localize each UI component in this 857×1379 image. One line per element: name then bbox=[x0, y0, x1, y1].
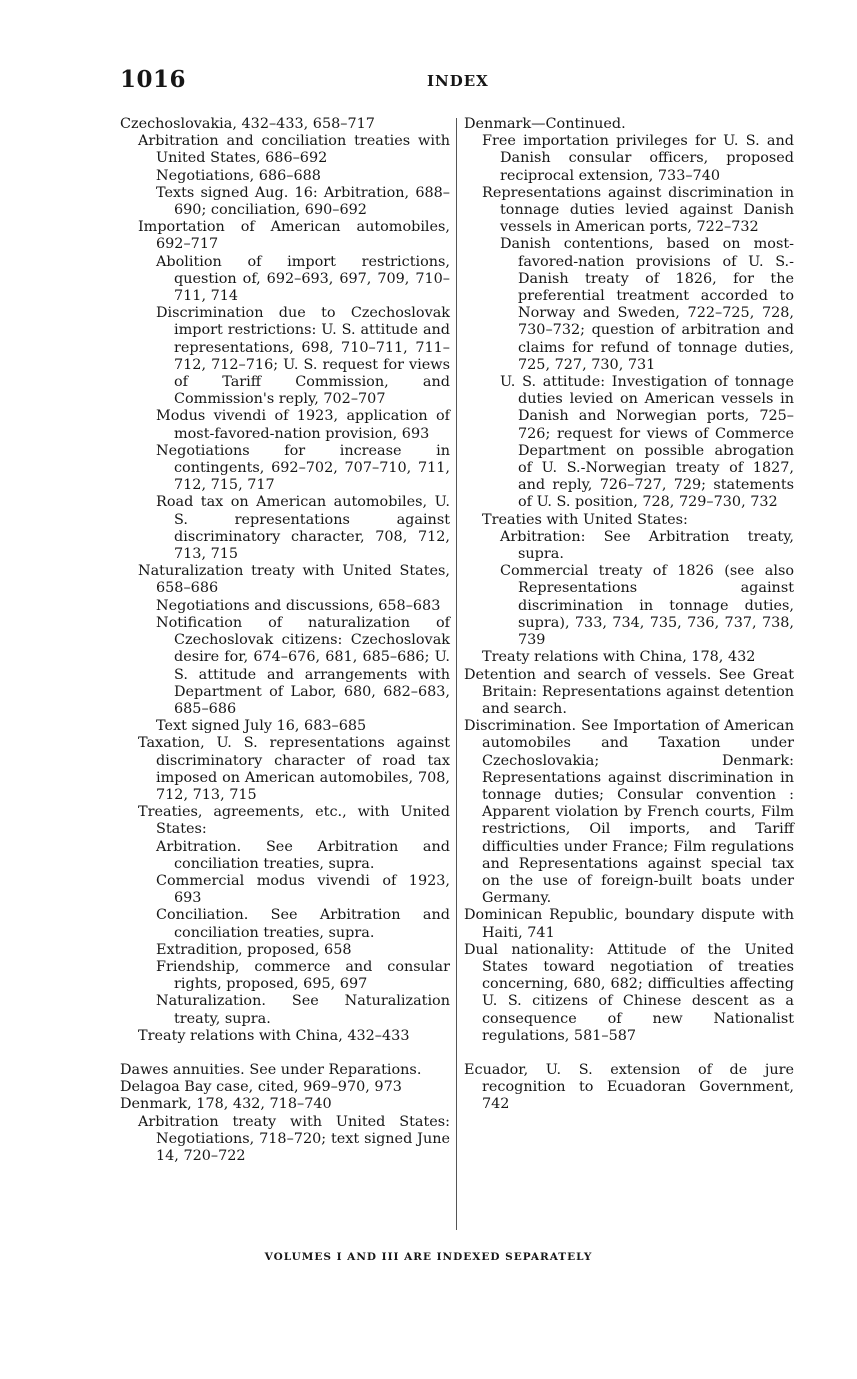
index-entry: Dual nationality: Attitude of the United States toward negotiation of treaties concerning, 680, 682; difficulties affecting U. S. citizens of Chinese descent as a consequence of new Nationalist regulations, 581–587 bbox=[464, 941, 794, 1044]
index-entry: Abolition of import restrictions, question of, 692–693, 697, 709, 710–711, 714 bbox=[156, 253, 450, 305]
index-entry: Naturalization treaty with United States, 658–686 bbox=[138, 563, 450, 597]
footer-note: VOLUMES I AND III ARE INDEXED SEPARATELY bbox=[264, 1251, 593, 1263]
index-entry: Czechoslovakia, 432–433, 658–717 bbox=[120, 116, 375, 132]
index-entry: Free importation privileges for U. S. and Danish consular officers, proposed reciprocal extension, 733–740 bbox=[482, 133, 794, 184]
index-column-left bbox=[120, 116, 450, 1165]
index-entry: Commercial modus vivendi of 1923, 693 bbox=[156, 872, 450, 907]
index-entry: Conciliation. See Arbitration and conciliation treaties, supra. bbox=[156, 907, 450, 941]
index-column-right bbox=[464, 116, 794, 1114]
index-entry: Treaties, agreements, etc., with United States: bbox=[138, 804, 450, 838]
index-entry: Treaties with United States: bbox=[482, 511, 688, 528]
index-entry: Negotiations and discussions, 658–683 bbox=[156, 597, 441, 614]
index-entry: Road tax on American automobiles, U. S. representations against discriminatory character, 708, 712, 713, 715 bbox=[156, 494, 450, 563]
index-entry: Delagoa Bay case, cited, 969–970, 973 bbox=[120, 1079, 402, 1096]
index-entry: Denmark—Continued. bbox=[464, 116, 626, 132]
index-entry: Representations against discrimination in tonnage duties levied against Danish vessels in American ports, 722–732 bbox=[482, 184, 794, 236]
index-entry: Friendship, commerce and consular rights, proposed, 695, 697 bbox=[156, 958, 450, 993]
index-entry: Dominican Republic, boundary dispute with Haiti, 741 bbox=[464, 907, 794, 941]
running-head: INDEX bbox=[427, 72, 489, 90]
index-entry: Text signed July 16, 683–685 bbox=[156, 718, 367, 735]
index-entry: Notification of naturalization of Czechoslovak citizens: Czechoslovak desire for, 674–676, 681, 685–686; U. S. attitude and arrangements with Department of Labor, 680, 682–683, 685–686 bbox=[156, 614, 450, 717]
index-entry: Importation of American automobiles, 692–717 bbox=[138, 219, 450, 253]
index-entry: Arbitration and conciliation treaties with United States, 686–692 bbox=[138, 133, 450, 167]
index-entry: Arbitration: See Arbitration treaty, supra. bbox=[500, 528, 794, 563]
index-entry: Arbitration. See Arbitration and conciliation treaties, supra. bbox=[156, 838, 450, 872]
index-entry: Texts signed Aug. 16: Arbitration, 688–690; conciliation, 690–692 bbox=[156, 184, 450, 219]
index-entry: Discrimination due to Czechoslovak import restrictions: U. S. attitude and representations, 698, 710–711, 711–712, 712–716; U. S. request for views of Tariff Commission, and Commission's reply, 702–707 bbox=[156, 305, 450, 408]
index-entry: Danish contentions, based on most-favored-nation provisions of U. S.-Danish treaty of 1826, for the preferential treatment accorded to Norway and Sweden, 722–725, 728, 730–732; question of arbitration and claims for refund of tonnage duties, 725, 727, 730, 731 bbox=[500, 236, 794, 373]
index-entry: Commercial treaty of 1826 (see also Representations against discrimination in tonnage duties, supra), 733, 734, 735, 736, 737, 738, 739 bbox=[500, 563, 794, 649]
index-entry: Ecuador, U. S. extension of de jure recognition to Ecuadoran Government, 742 bbox=[464, 1061, 794, 1113]
index-entry: Discrimination. See Importation of American automobiles and Taxation under Czechoslovakia; Denmark: Representations against discrimination in tonnage duties; Consular convention : Apparent violation by French courts, Film restrictions, Oil imports, and Tariff difficulties under France; Film regulations and Representations against special tax on the use of foreign-built boats under Germany. bbox=[464, 718, 794, 907]
index-entry: Modus vivendi of 1923, application of most-favored-nation provision, 693 bbox=[156, 408, 450, 442]
index-entry: Extradition, proposed, 658 bbox=[156, 941, 352, 958]
index-entry: Naturalization. See Naturalization treaty, supra. bbox=[156, 993, 450, 1027]
index-entry: Taxation, U. S. representations against discriminatory character of road tax imposed on American automobiles, 708, 712, 713, 715 bbox=[138, 735, 450, 803]
index-entry: Treaty relations with China, 178, 432 bbox=[482, 649, 756, 666]
index-entry: Treaty relations with China, 432–433 bbox=[138, 1027, 410, 1044]
page-number: 1016 bbox=[120, 66, 187, 93]
index-entry: Denmark, 178, 432, 718–740 bbox=[120, 1096, 332, 1113]
index-entry: U. S. attitude: Investigation of tonnage duties levied on American vessels in Danish and Norwegian ports, 725–726; request for views of Commerce Department on possible abrogation of U. S.-Norwegian treaty of 1827, and reply, 726–727, 729; statements of U. S. position, 728, 729–730, 732 bbox=[500, 374, 794, 511]
index-entry: Arbitration treaty with United States: Negotiations, 718–720; text signed June 14, 720–722 bbox=[138, 1113, 450, 1164]
index-entry: Detention and search of vessels. See Great Britain: Representations against detention and search. bbox=[464, 666, 794, 717]
index-entry: Negotiations, 686–688 bbox=[156, 167, 321, 184]
column-divider bbox=[456, 118, 457, 1230]
index-entry: Negotiations for increase in contingents, 692–702, 707–710, 711, 712, 715, 717 bbox=[156, 442, 450, 494]
index-entry: Dawes annuities. See under Reparations. bbox=[120, 1061, 422, 1078]
